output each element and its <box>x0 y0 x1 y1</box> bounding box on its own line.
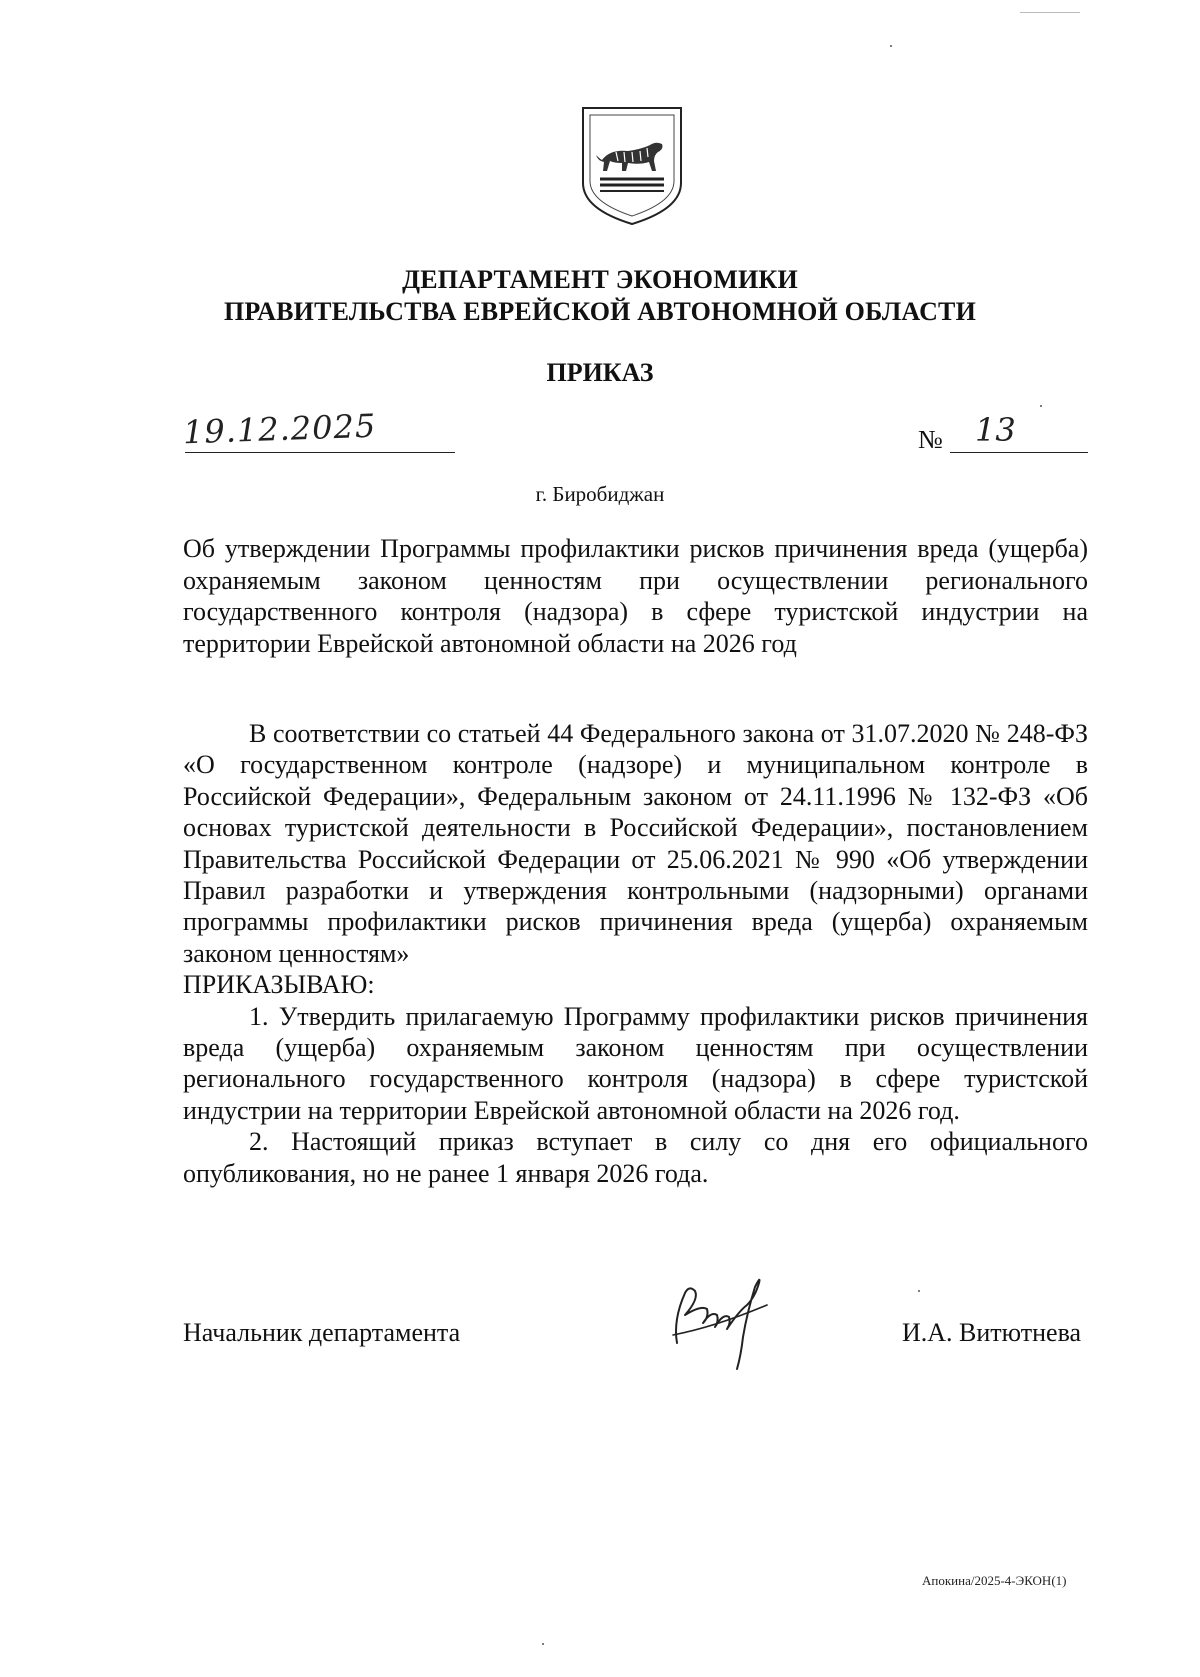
number-label: № <box>918 425 943 454</box>
handwritten-signature <box>655 1265 805 1375</box>
preamble-paragraph: В соответствии со статьей 44 Федерального закона от 31.07.2020 № 248-ФЗ «О государственном контроле (надзоре) и муниципальном контроле в Российской Федерации», Федеральным законом от 24.11.1996 № 132-ФЗ «Об основах туристской деятельности в Российской Федерации», постановлением Правительства Российской Федерации от 25.06.2021 № 990 «Об утверждении Правил разработки и утверждения контрольными (надзорными) органами программы профилактики рисков причинения вреда (ущерба) охраняемым законом ценностям» <box>183 719 1088 968</box>
scan-speck <box>542 1643 544 1645</box>
org-name-line1: ДЕПАРТАМЕНТ ЭКОНОМИКИ <box>402 265 798 294</box>
signatory-position: Начальник департамента <box>183 1318 461 1347</box>
signatory-name: И.А. Витютнева <box>902 1318 1082 1347</box>
scan-speck <box>1040 405 1042 407</box>
date-underline <box>185 452 455 453</box>
order-word: ПРИКАЗЫВАЮ: <box>183 970 375 1000</box>
coat-of-arms-tiger-icon <box>580 105 684 227</box>
order-date: 19.12.2025 <box>182 406 377 452</box>
scan-speck <box>918 1290 920 1292</box>
scan-speck <box>890 45 892 47</box>
org-name-line2: ПРАВИТЕЛЬСТВА ЕВРЕЙСКОЙ АВТОНОМНОЙ ОБЛАСТИ <box>223 297 977 326</box>
footer-reference: Апокина/2025-4-ЭКОН(1) <box>922 1573 1067 1588</box>
order-body <box>183 718 1088 1189</box>
city: г. Биробиджан <box>535 482 665 506</box>
order-item-1: 1. Утвердить прилагаемую Программу профилактики рисков причинения вреда (ущерба) охраняемым законом ценностям при осуществлении регионального государственного контроля (надзора) в сфере туристской индустрии на территории Еврейской автономной области на 2026 год. <box>183 1001 1088 1125</box>
order-item-2: 2. Настоящий приказ вступает в силу со дня его официального опубликования, но не ранее 1 января 2026 года. <box>183 1127 1088 1188</box>
scan-speck <box>1020 12 1080 13</box>
order-number: 13 <box>975 411 1016 449</box>
document-type: ПРИКАЗ <box>546 358 654 387</box>
number-underline <box>950 452 1088 453</box>
order-title: Об утверждении Программы профилактики рисков причинения вреда (ущерба) охраняемым законом ценностям при осуществлении регионального государственного контроля (надзора) в сфере туристской индустрии на территории Еврейской автономной области на 2026 год <box>183 534 1088 658</box>
